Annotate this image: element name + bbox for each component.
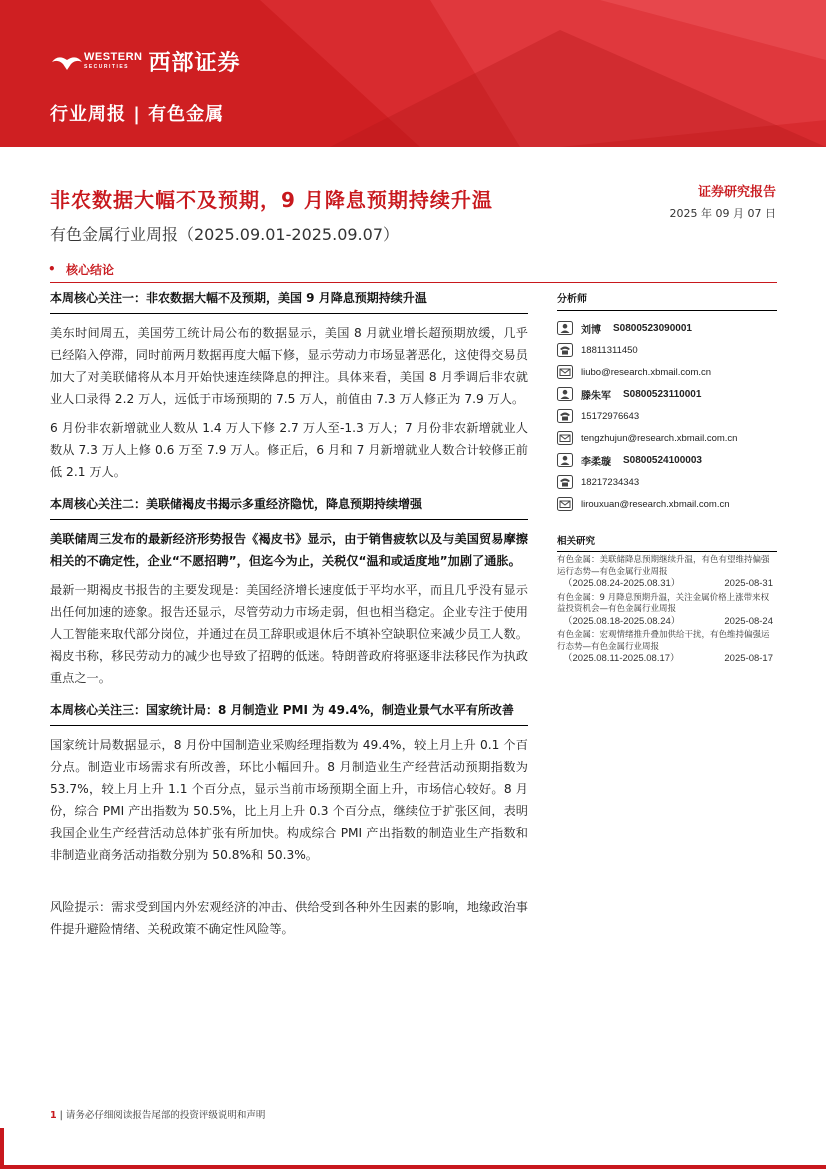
logo-en-text: WESTERN: [84, 50, 143, 63]
analyst-cert: S0800523110001: [623, 388, 702, 400]
related-item[interactable]: [557, 590, 777, 628]
related-item-date: 2025-08-31: [724, 578, 773, 589]
phone-icon: [557, 475, 573, 489]
focus-heading-1: 本周核心关注一：非农数据大幅不及预期，美国 9 月降息预期持续升温: [50, 284, 528, 314]
related-item-range: （2025.08.24-2025.08.31）: [563, 578, 681, 589]
logo-chinese: 西部证券: [148, 51, 241, 76]
related-research-heading: 相关研究: [557, 529, 777, 552]
risk-warning: 风险提示：需求受到国内外宏观经济的冲击、供给受到各种外生因素的影响，地缘政治事件提升避险情绪、关税政策不确定性风险等。: [50, 900, 528, 936]
analyst-name: 刘博: [581, 324, 601, 336]
footer-bottom-line: [0, 1165, 826, 1169]
analyst-phone-row: [557, 339, 777, 361]
company-logo: [50, 46, 241, 77]
page-number: 1: [50, 1110, 57, 1121]
related-research-list: [557, 552, 777, 665]
analyst-phone-row: [557, 471, 777, 493]
report-subtitle: 有色金属行业周报（2025.09.01-2025.09.07）: [50, 225, 399, 244]
related-item-range: （2025.08.18-2025.08.24）: [563, 615, 681, 627]
analyst-email-row: [557, 427, 777, 449]
report-title: 非农数据大幅不及预期，9 月降息预期持续升温: [50, 188, 493, 212]
logo-english: [84, 52, 143, 72]
analyst-phone: 15172976643: [581, 410, 640, 422]
report-type: 证券研究报告: [697, 185, 776, 200]
core-divider: [50, 282, 777, 283]
email-icon: [557, 497, 573, 511]
bull-logo-icon: [50, 52, 84, 72]
related-item[interactable]: [557, 552, 777, 590]
analyst-cert: S0800523090001: [613, 322, 692, 334]
focus-1-paragraph-2: 6 月份非农新增就业人数从 1.4 万人下修 2.7 万人至-1.3 万人；7 月份非农新增就业人数从 7.3 万人上修 0.6 万至 7.9 万人。修正后，6 月和 7 月新增就业人数合计较修正前低 2.1 万人。: [50, 421, 528, 479]
analyst-email-row: [557, 361, 777, 383]
focus-2-paragraph-2: 最新一期褐皮书报告的主要发现是：美国经济增长速度低于平均水平，而且几乎没有显示出任何加速的迹象。报告还显示，尽管劳动力市场走弱，但也相当稳定。企业专注于使用人工智能来取代部分岗位，并通过在员工辞职或退休后不填补空缺职位来减少员工人数。褐皮书称，移民劳动力的减少也导致了招聘的低迷。特朗普政府将驱逐非法移民作为执政重点之一。: [50, 583, 528, 685]
analyst-name-row: [557, 383, 777, 405]
analyst-phone: 18217234343: [581, 476, 640, 488]
person-icon: [557, 321, 573, 335]
analyst-name-row: [557, 317, 777, 339]
analyst-email[interactable]: tengzhujun@research.xbmail.com.cn: [581, 432, 738, 444]
focus-2-paragraph-1: 美联储周三发布的最新经济形势报告《褐皮书》显示，由于销售疲软以及与美国贸易摩擦相关的不确定性，企业“不愿招聘”，但迄今为止，关税仅“温和或适度地”加剧了通胀。: [50, 532, 528, 568]
related-item-footer: [557, 616, 777, 628]
related-item-date: 2025-08-17: [724, 653, 773, 664]
focus-heading-2: 本周核心关注二：美联储褐皮书揭示多重经济隐忧，降息预期持续增强: [50, 490, 528, 520]
analyst-email[interactable]: liubo@research.xbmail.com.cn: [581, 366, 712, 378]
core-bullet-icon: •: [48, 262, 56, 276]
analyst-email-row: [557, 493, 777, 515]
phone-icon: [557, 343, 573, 357]
logo-en-sub-text: SECURITIES: [84, 63, 130, 70]
sidebar: [557, 284, 777, 665]
section-title: 行业周报 | 有色金属: [50, 104, 225, 125]
related-item-footer: [557, 578, 777, 590]
person-icon: [557, 387, 573, 401]
focus-3-paragraph-1: 国家统计局数据显示，8 月份中国制造业采购经理指数为 49.4%，较上月上升 0.1 个百分点。制造业市场需求有所改善，环比小幅回升。8 月制造业生产经营活动预期指数为 53.7%，较上月上升 1.1 个百分点，显示当前市场预期全面上升，市场信心较好。8 月份，综合 PMI 产出指数为 50.5%，比上月上升 0.3 个百分点，继续位于扩张区间，表明我国企业生产经营活动总体扩张有所加快。构成综合 PMI 产出指数的制造业生产指数和非制造业商务活动指数分别为 50.8%和 50.3%。: [50, 738, 528, 862]
analyst-email[interactable]: lirouxuan@research.xbmail.com.cn: [581, 498, 730, 510]
analyst-phone-row: [557, 405, 777, 427]
analyst-heading: 分析师: [557, 284, 777, 311]
footer-disclaimer: 请务必仔细阅读报告尾部的投资评级说明和声明: [65, 1110, 266, 1121]
analyst-name: 李柔璇: [581, 456, 611, 468]
related-item-date: 2025-08-24: [724, 615, 773, 627]
email-icon: [557, 431, 573, 445]
analyst-card: [557, 311, 777, 515]
footer-separator: |: [59, 1110, 63, 1121]
phone-icon: [557, 409, 573, 423]
email-icon: [557, 365, 573, 379]
analyst-name: 滕朱军: [581, 390, 611, 402]
report-date: 2025 年 09 月 07 日: [669, 207, 776, 220]
related-item-footer: [557, 653, 777, 665]
related-item-range: （2025.08.11-2025.08.17）: [563, 653, 680, 664]
person-icon: [557, 453, 573, 467]
analyst-cert: S0800524100003: [623, 454, 702, 466]
analyst-name-row: [557, 449, 777, 471]
footer-corner-bar: [0, 1128, 4, 1169]
focus-1-paragraph-1: 美东时间周五，美国劳工统计局公布的数据显示，美国 8 月就业增长超预期放缓，几乎已经陷入停滞，同时前两月数据再度大幅下修，显示劳动力市场显著恶化，这使得交易员加大了对美联储将从本月开始快速连续降息的押注。具体来看，美国 8 月季调后非农就业人口录得 2.2 万人，远低于市场预期的 7.5 万人，前值由 7.3 万人修正为 7.9 万人。: [50, 326, 528, 406]
focus-heading-3: 本周核心关注三：国家统计局：8 月制造业 PMI 为 49.4%，制造业景气水平有所改善: [50, 696, 528, 726]
page-footer: [50, 1107, 265, 1121]
core-conclusion-label: 核心结论: [66, 263, 115, 277]
header-banner: [0, 0, 826, 147]
main-content: [50, 284, 528, 947]
analyst-phone: 18811311450: [581, 344, 638, 356]
related-item-title: 有色金属：美联储降息预期继续升温，有色有望维持偏强运行态势—有色金属行业周报: [557, 555, 770, 577]
related-item[interactable]: [557, 627, 777, 665]
related-item-title: 有色金属：9 月降息预期升温，关注金属价格上涨带来权益投资机会—有色金属行业周报: [557, 592, 770, 614]
related-item-title: 有色金属：宏观情绪推升叠加供给干扰，有色维持偏强运行态势—有色金属行业周报: [557, 630, 770, 652]
